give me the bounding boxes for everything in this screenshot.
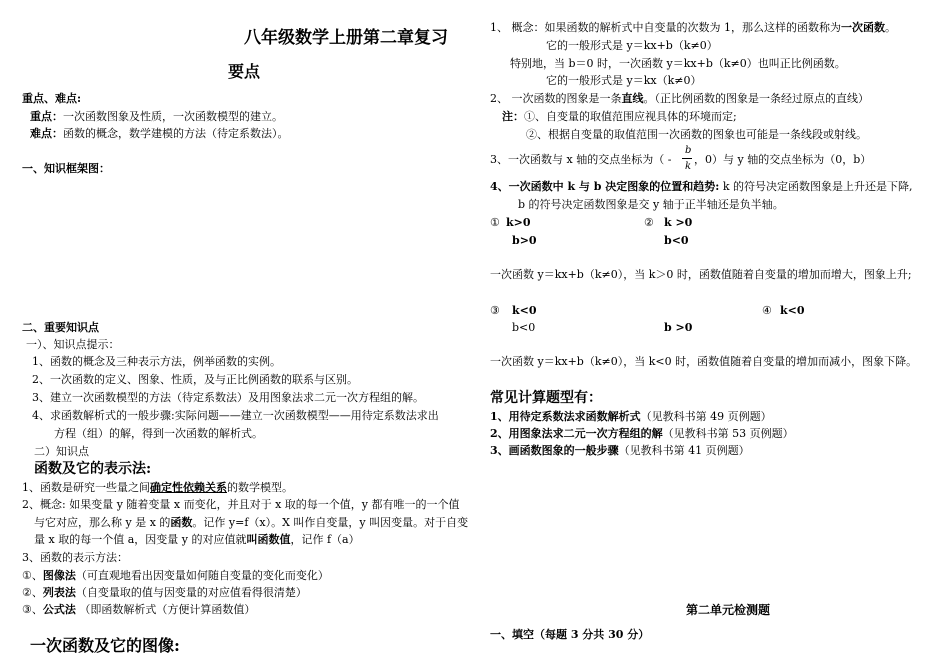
hint-item: 方程（组）的解，得到一次函数的解析式。 bbox=[54, 427, 263, 440]
concept-line-2: 它的一般形式是 y＝kx+b（k≠0） bbox=[546, 39, 718, 52]
method-desc: （自变量取的值与因变量的对应值看得很清楚） bbox=[75, 586, 307, 599]
concept-line-4: 它的一般形式是 y＝kx（k≠0） bbox=[546, 74, 702, 87]
case-4-k: k<0 bbox=[780, 304, 805, 317]
section-linear-heading: 一次函数及它的图像: bbox=[30, 636, 180, 655]
decreasing-text: 一次函数 y＝kx+b（k≠0），当 k<0 时，函数值随着自变量的增加而减小，图象下降。 bbox=[490, 355, 918, 368]
calc-item-2 bbox=[490, 427, 794, 441]
note-text: ①、自变量的取值范围应视具体的环境而定; bbox=[524, 110, 737, 123]
method-desc: （即函数解析式（方便计算函数值） bbox=[75, 603, 256, 616]
kb-text: k 的符号决定函数图象是上升还是下降, bbox=[719, 180, 913, 193]
case-1-b: b>0 bbox=[512, 234, 537, 247]
concept-tail: 。 bbox=[885, 21, 896, 34]
calc-ref: （见教科书第 41 页例题） bbox=[618, 444, 750, 457]
method-item-graph bbox=[22, 569, 329, 583]
key-point-label: 重点： bbox=[30, 110, 63, 123]
concept-text: 1、 概念：如果函数的解析式中自变量的次数为 1，那么这样的函数称为 bbox=[490, 21, 841, 34]
hint-item: 1、函数的概念及三种表示方法，例举函数的实例。 bbox=[32, 355, 281, 368]
intercept-line-pre: 3、一次函数与 x 轴的交点坐标为（ - bbox=[490, 153, 672, 166]
hint-item: 3、建立一次函数模型的方法（待定系数法）及用图象法求二元一次方程组的解。 bbox=[32, 391, 424, 404]
function-item-2-line2 bbox=[34, 516, 468, 530]
increasing-text: 一次函数 y＝kx+b（k≠0），当 k＞0 时，函数值随着自变量的增加而增大，图象上升; bbox=[490, 268, 912, 281]
test-title: 第二单元检测题 bbox=[686, 603, 771, 617]
case-2-k: k >0 bbox=[664, 216, 693, 229]
calc-bold: 3、画函数图象的一般步骤 bbox=[490, 444, 619, 457]
method-item-table bbox=[22, 586, 307, 600]
calc-item-3 bbox=[490, 444, 750, 458]
key-point-text: 一次函数图象及性质，一次函数模型的建立。 bbox=[63, 110, 283, 123]
concept-line-1 bbox=[490, 21, 896, 35]
kb-line-1 bbox=[490, 180, 913, 194]
hint-item: 4、求函数解析式的一般步骤:实际问题——建立一次函数模型——用待定系数法求出 bbox=[32, 409, 439, 422]
framework-heading: 一、知识框架图： bbox=[22, 162, 110, 175]
function-item-2-tail: ，记作 f（a） bbox=[290, 533, 360, 546]
function-item-2-tail: 。记作 y=f（x）。X 叫作自变量，y 叫因变量。对于自变 bbox=[192, 516, 469, 529]
case-1-k: k>0 bbox=[506, 216, 531, 229]
kb-bold: 4、一次函数中 k 与 b 决定图象的位置和趋势: bbox=[490, 180, 720, 193]
function-item-1-text: 1、函数是研究一些量之间 bbox=[22, 481, 150, 494]
function-item-2-text: 与它对应，那么称 y 是 x 的 bbox=[34, 516, 171, 529]
function-item-1 bbox=[22, 481, 293, 495]
calc-heading: 常见计算题型有： bbox=[490, 390, 602, 406]
knowledge-heading: 二、重要知识点 bbox=[22, 321, 99, 334]
graph-tail: 。（正比例函数的图象是一条经过原点的直线） bbox=[643, 92, 869, 105]
function-item-1-bold: 确定性依赖关系 bbox=[150, 481, 227, 494]
note-line-1 bbox=[502, 110, 737, 124]
method-number: ③、 bbox=[22, 603, 43, 616]
function-item-2-bold: 叫函数值 bbox=[246, 533, 291, 546]
case-3-b: b<0 bbox=[512, 321, 536, 334]
difficulty-line bbox=[30, 127, 289, 141]
case-4-b: b >0 bbox=[664, 321, 693, 334]
fill-heading: 一、填空（每题 3 分共 30 分） bbox=[490, 628, 650, 641]
calc-ref: （见教科书第 53 页例题） bbox=[662, 427, 794, 440]
case-2-b: b<0 bbox=[664, 234, 689, 247]
difficulty-text: 函数的概念，数学建模的方法（待定系数法）。 bbox=[63, 127, 289, 140]
method-name: 图像法 bbox=[42, 569, 76, 582]
note-label: 注： bbox=[502, 110, 524, 123]
difficulty-label: 难点： bbox=[30, 127, 63, 140]
case-1-number: ① bbox=[490, 216, 500, 229]
function-item-2-line1: 2、概念: 如果变量 y 随着变量 x 而变化，并且对于 x 取的每一个值，y 都有唯一的一个值 bbox=[22, 498, 460, 511]
concept-bold: 一次函数 bbox=[841, 21, 885, 34]
hint-item: 2、一次函数的定义、图象、性质，及与正比例函数的联系与区别。 bbox=[32, 373, 358, 386]
kb-line-2: b 的符号决定函数图象是交 y 轴于正半轴还是负半轴。 bbox=[518, 198, 784, 211]
calc-bold: 2、用图象法求二元一次方程组的解 bbox=[490, 427, 663, 440]
note-line-2: ②、根据自变量的取值范围一次函数的图象也可能是一条线段或射线。 bbox=[526, 128, 867, 141]
hint-heading: 一）、知识点提示： bbox=[26, 338, 120, 351]
calc-bold: 1、用待定系数法求函数解析式 bbox=[490, 410, 641, 423]
function-item-1-tail: 的数学模型。 bbox=[227, 481, 293, 494]
calc-item-1 bbox=[490, 410, 772, 424]
method-number: ②、 bbox=[22, 586, 43, 599]
case-4-number: ④ bbox=[762, 304, 772, 317]
method-name: 列表法 bbox=[42, 586, 76, 599]
section-function-heading: 函数及它的表示法: bbox=[34, 461, 152, 477]
section-title-key-points: 要点 bbox=[228, 62, 261, 81]
fraction-denominator: k bbox=[685, 161, 692, 172]
key-point-line bbox=[30, 110, 283, 124]
case-3-k: k<0 bbox=[512, 304, 537, 317]
method-number: ①、 bbox=[22, 569, 43, 582]
graph-line bbox=[490, 92, 869, 106]
case-3-number: ③ bbox=[490, 304, 500, 317]
points-heading: 二）知识点 bbox=[34, 445, 89, 458]
function-item-2-bold: 函数 bbox=[170, 516, 193, 529]
fraction-numerator: b bbox=[685, 145, 692, 156]
function-item-3: 3、函数的表示方法： bbox=[22, 551, 128, 564]
case-2-number: ② bbox=[644, 216, 654, 229]
function-item-2-line3 bbox=[34, 533, 360, 547]
intercept-line-post: ，0）与 y 轴的交点坐标为（0，b） bbox=[694, 153, 872, 166]
concept-line-3: 特别地，当 b＝0 时，一次函数 y＝kx+b（k≠0）也叫正比例函数。 bbox=[510, 57, 846, 70]
function-item-2-text: 量 x 取的每一个值 a，因变量 y 的对应值就 bbox=[34, 533, 247, 546]
graph-bold: 直线 bbox=[621, 92, 644, 105]
key-points-heading: 重点、难点: bbox=[22, 92, 82, 105]
calc-ref: （见教科书第 49 页例题） bbox=[640, 410, 772, 423]
method-item-formula bbox=[22, 603, 255, 617]
method-name: 公式法 bbox=[42, 603, 76, 616]
fraction-bar bbox=[682, 158, 692, 159]
graph-text: 2、 一次函数的图象是一条 bbox=[490, 92, 622, 105]
document-title: 八年级数学上册第二章复习 bbox=[244, 28, 448, 48]
method-desc: （可直观地看出因变量如何随自变量的变化而变化） bbox=[75, 569, 329, 582]
